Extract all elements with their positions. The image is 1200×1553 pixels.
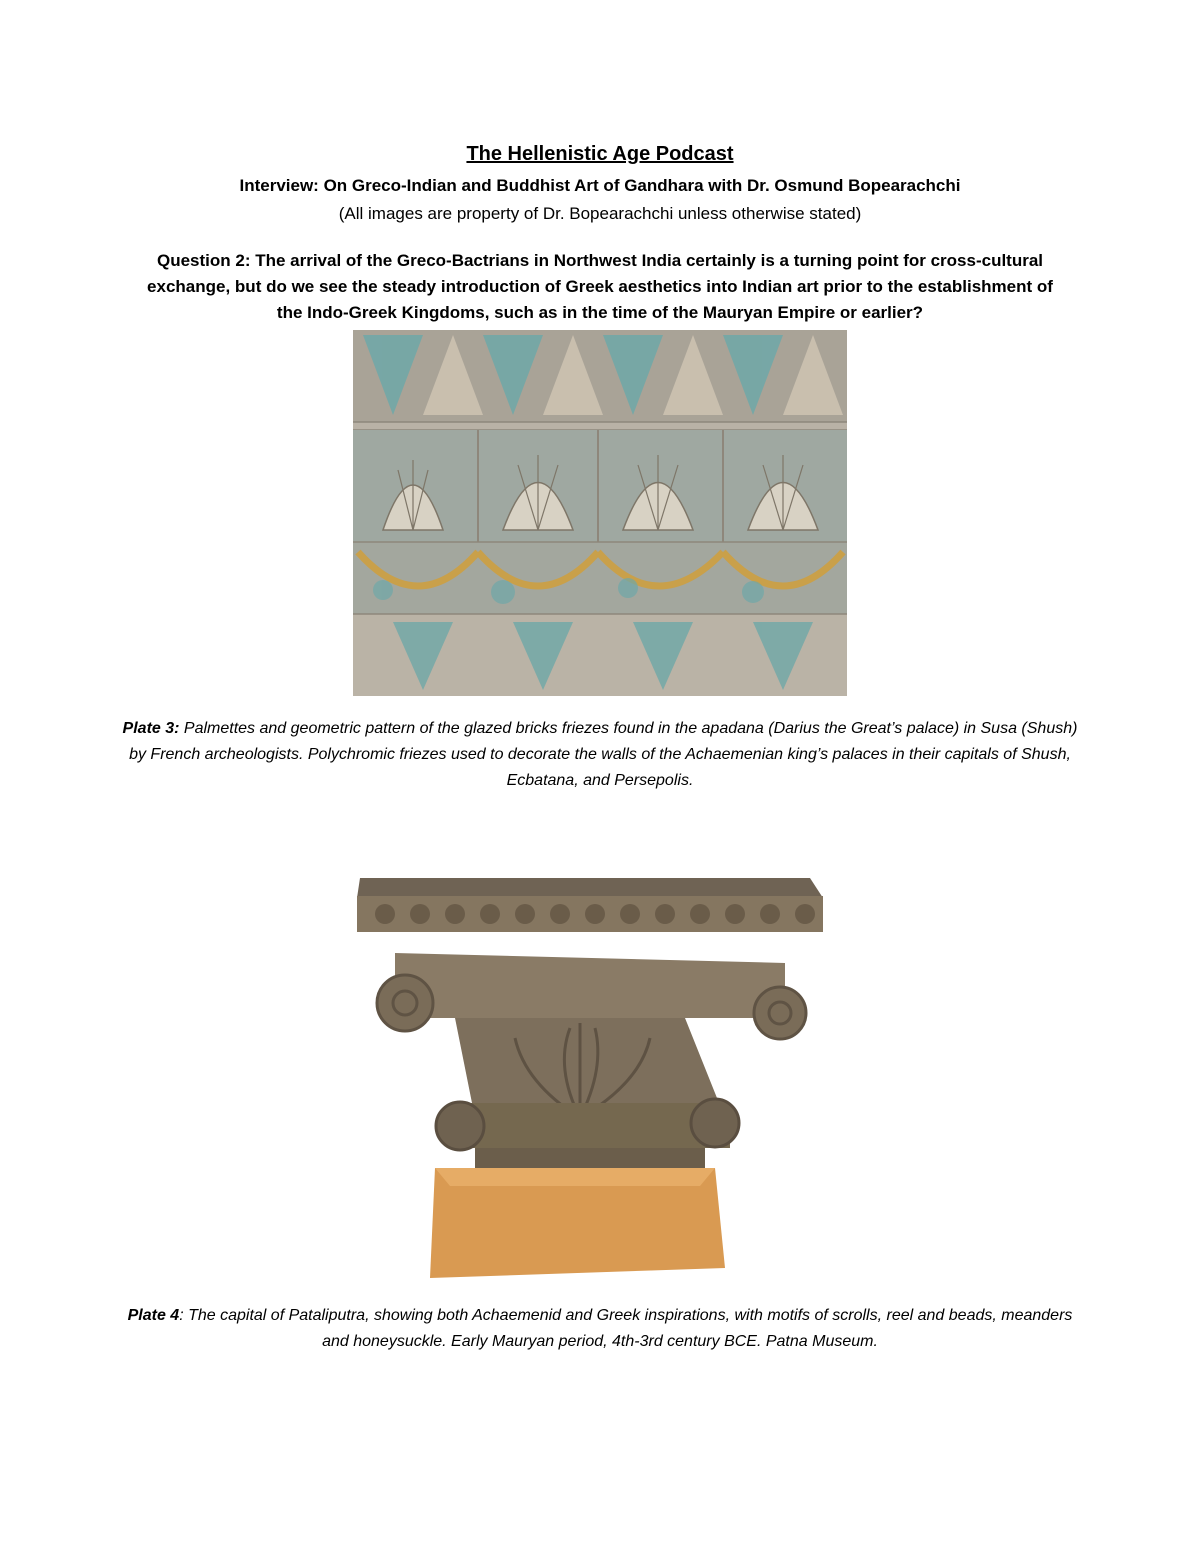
image-disclaimer: (All images are property of Dr. Bopearachchi unless otherwise stated) bbox=[338, 204, 862, 223]
glazed-brick-frieze-image bbox=[353, 330, 847, 696]
document-title: The Hellenistic Age Podcast bbox=[466, 143, 734, 165]
plate-4-caption bbox=[120, 1303, 1080, 1355]
plate-4-caption-text: : The capital of Pataliputra, showing both Achaemenid and Greek inspirations, with motifs of scrolls, reel and beads, meanders and honeysuckle. Early Mauryan period, 4th-3rd century BCE. Patna Museum. bbox=[179, 1307, 1073, 1350]
question-text: Question 2: The arrival of the Greco-Bactrians in Northwest India certainly is a turning point for cross-cultural exchange, but do we see the steady introduction of Greek aesthetics into Indian art prior to the establishment of the Indo-Greek Kingdoms, such as in the time of the Mauryan Empire or earlier? bbox=[147, 251, 1053, 322]
interview-subtitle: Interview: On Greco-Indian and Buddhist Art of Gandhara with Dr. Osmund Bopearachchi bbox=[239, 176, 961, 195]
plate-3-label: Plate 3: bbox=[122, 720, 180, 737]
plate-4-label: Plate 4 bbox=[127, 1307, 180, 1324]
pataliputra-capital-image bbox=[355, 868, 825, 1280]
plate-3-caption-text: Palmettes and geometric pattern of the glazed bricks friezes found in the apadana (Darius the Great’s palace) in Susa (Shush) by French archeologists. Polychromic friezes used to decorate the walls of the Achaemenian king’s palaces in their capitals of Shush, Ecbatana, and Persepolis. bbox=[129, 720, 1078, 789]
plate-3-caption bbox=[120, 716, 1080, 794]
